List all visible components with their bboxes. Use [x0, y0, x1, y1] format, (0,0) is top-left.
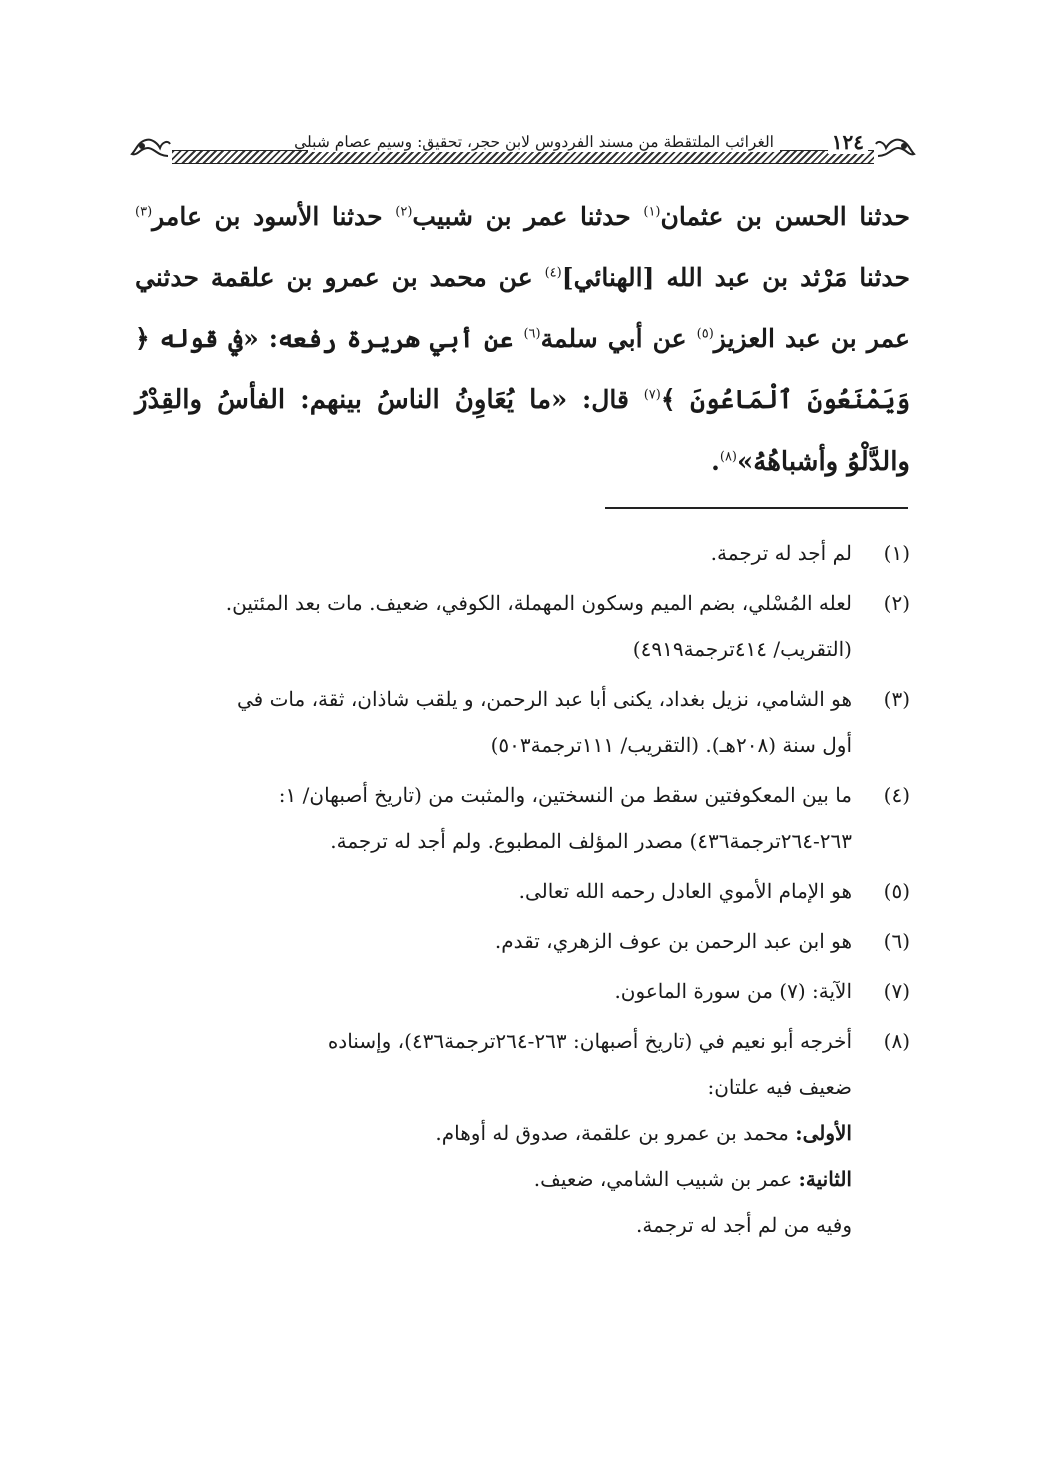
footnote-item: [130, 530, 910, 576]
footnote-text: ضعيف فيه علتان:: [707, 1075, 852, 1099]
footnote-ref: (٦): [523, 326, 541, 342]
footnote-text: أخرجه أبو نعيم في (تاريخ أصبهان: ٢٦٣-٢٦٤ترجمة٤٣٦)، وإسناده: [327, 1029, 852, 1053]
footnote-ref: (٢): [395, 204, 413, 220]
text-segment: حدثنا الحسن بن عثمان: [660, 202, 910, 231]
footnote-item: [130, 968, 910, 1014]
footnote-number: (٧): [883, 979, 910, 1003]
footnote-divider: [605, 507, 908, 509]
subitem-label: الأولى:: [795, 1121, 852, 1145]
text-segment: عن أبي سلمة: [540, 324, 697, 353]
footnote-text: لم أجد له ترجمة.: [710, 541, 852, 565]
footnote-text: هو الشامي، نزيل بغداد، يكنى أبا عبد الرحمن، و يلقب شاذان، ثقة، مات في: [237, 687, 852, 711]
footnote-number: (٦): [883, 929, 910, 953]
footnote-text: الآية: (٧) من سورة الماعون.: [614, 979, 852, 1003]
footnote-text: أول سنة (٢٠٨هـ). (التقريب/ ١١١ترجمة٥٠٣): [490, 733, 852, 757]
text-segment: حدثنا الأسود بن عامر: [152, 202, 396, 231]
footnote-number: (١): [883, 541, 910, 565]
footnote-subitem: [130, 1156, 852, 1202]
page-number: ١٢٤: [828, 130, 868, 154]
footnote-item: [130, 580, 910, 672]
footnote-item: [130, 868, 910, 914]
hadith-text: [135, 186, 910, 493]
subitem-label: الثانية:: [798, 1167, 852, 1191]
hadith-paragraph: [135, 186, 910, 493]
footnote-ref: (١): [643, 204, 661, 220]
subitem-text: عمر بن شبيب الشامي، ضعيف.: [533, 1167, 799, 1191]
footnote-number: (٥): [883, 879, 910, 903]
footnote-item: [130, 918, 910, 964]
footnotes: [130, 530, 910, 1252]
footnote-text: ٢٦٣-٢٦٤ترجمة٤٣٦) مصدر المؤلف المطبوع. ولم أجد له ترجمة.: [330, 829, 852, 853]
floral-ornament-icon: [128, 128, 172, 168]
text-segment: حدثنا عمر بن شبيب: [412, 202, 644, 231]
book-title: الغرائب الملتقطة من مسند الفردوس لابن حجر، تحقيق: وسيم عصام شبلي: [308, 132, 780, 152]
footnote-ref: (٤): [544, 265, 562, 281]
footnote-ref: (٥): [696, 326, 714, 342]
footnote-number: (٤): [883, 783, 910, 807]
footnote-text: هو ابن عبد الرحمن بن عوف الزهري، تقدم.: [494, 929, 852, 953]
footnote-ref: (٨): [719, 449, 737, 465]
footnote-text: (التقريب/ ٤١٤ترجمة٤٩١٩): [632, 637, 852, 661]
footnote-text: لعله المُسْلي، بضم الميم وسكون المهملة، الكوفي، ضعيف. مات بعد المئتين.: [225, 591, 852, 615]
footnote-text: هو الإمام الأموي العادل رحمه الله تعالى.: [518, 879, 852, 903]
footnote-subitem: [130, 1202, 852, 1248]
text-segment: عن محمد بن عمرو بن علقمة حدثني عمر بن عبد العزيز: [135, 263, 910, 353]
header-decorative-band: [172, 150, 874, 164]
footnote-text: ما بين المعكوفتين سقط من النسختين، والمثبت من (تاريخ أصبهان/ ١:: [278, 783, 852, 807]
text-segment: حدثنا مَرْثد بن عبد الله [الهنائي]: [561, 263, 910, 292]
prophetic-quote: «ما يُعَاوِنُ الناسُ بينهم: الفأسُ والقِدْرُ والدَّلْوُ وأشباهُهُ»: [135, 385, 910, 477]
footnote-ref: (٧): [643, 387, 661, 403]
text-segment: .: [711, 447, 720, 476]
footnote-ref: (٣): [135, 204, 153, 220]
text-segment: عن أبي هريرة رفعه: «في قوله ﴿ وَيَمْنَعُونَ ٱلْمَاعُونَ ﴾: [135, 324, 910, 414]
page-header: [128, 128, 918, 168]
floral-ornament-icon: [874, 128, 918, 168]
footnote-number: (٢): [883, 591, 910, 615]
footnote-item: [130, 772, 910, 864]
footnote-number: (٣): [883, 687, 910, 711]
footnote-item: [130, 676, 910, 768]
footnote-subitem: [130, 1110, 852, 1156]
subitem-text: محمد بن عمرو بن علقمة، صدوق له أوهام.: [435, 1121, 796, 1145]
text-segment: قال:: [567, 385, 644, 414]
subitem-text: وفيه من لم أجد له ترجمة.: [636, 1213, 852, 1237]
footnote-number: (٨): [883, 1029, 910, 1053]
footnote-item: [130, 1018, 910, 1248]
